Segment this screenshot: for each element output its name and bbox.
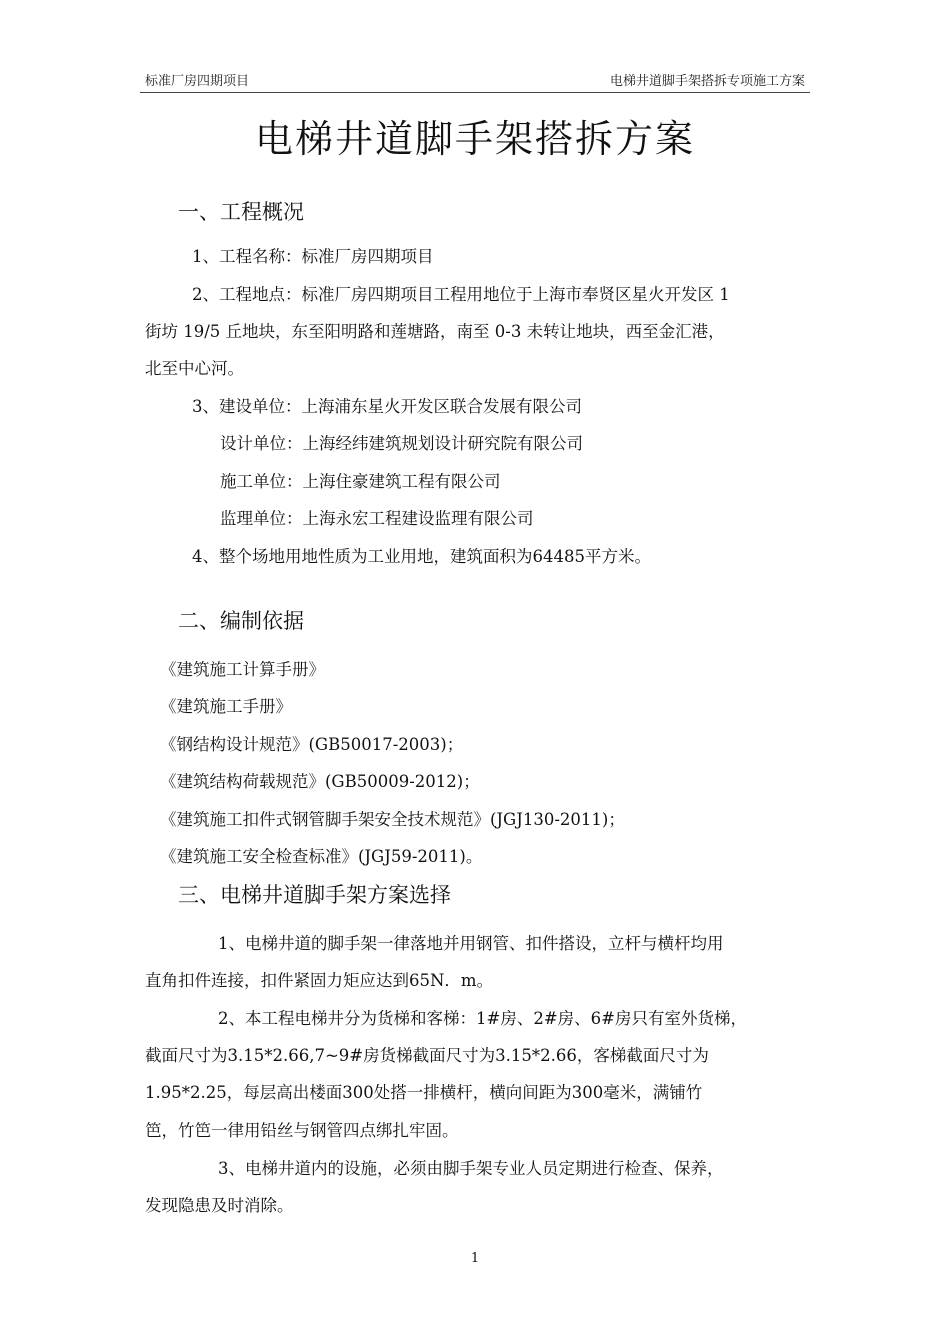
reference-item: 《钢结构设计规范》(GB50017-2003)； bbox=[160, 735, 464, 754]
section-heading-scheme: 三、电梯井道脚手架方案选择 bbox=[178, 883, 451, 907]
reference-item: 《建筑施工手册》 bbox=[160, 697, 292, 716]
project-location-line-2: 街坊 19/5 丘地块，东至阳明路和莲塘路，南至 0-3 未转让地块，西至金汇港， bbox=[145, 322, 725, 341]
scheme-paragraph-2-line-1: 2、本工程电梯井分为货梯和客梯：1#房、2#房、6#房只有室外货梯， bbox=[218, 1009, 747, 1028]
designer-line: 设计单位：上海经纬建筑规划设计研究院有限公司 bbox=[220, 434, 583, 453]
header-divider bbox=[140, 92, 810, 93]
reference-item: 《建筑施工扣件式钢管脚手架安全技术规范》(JGJ130-2011)； bbox=[160, 810, 625, 829]
scheme-paragraph-1-line-1: 1、电梯井道的脚手架一律落地并用钢管、扣件搭设，立杆与横杆均用 bbox=[218, 934, 724, 953]
header-project-name: 标准厂房四期项目 bbox=[145, 74, 250, 89]
header-document-name: 电梯井道脚手架搭拆专项施工方案 bbox=[609, 74, 805, 89]
document-title: 电梯井道脚手架搭拆方案 bbox=[254, 117, 695, 161]
scheme-paragraph-3-line-1: 3、电梯井道内的设施，必须由脚手架专业人员定期进行检查、保养， bbox=[218, 1159, 724, 1178]
section-heading-basis: 二、编制依据 bbox=[178, 609, 304, 633]
scheme-paragraph-2-line-2: 截面尺寸为3.15*2.66,7~9#房货梯截面尺寸为3.15*2.66，客梯截面尺寸为 bbox=[145, 1046, 709, 1065]
reference-item: 《建筑施工计算手册》 bbox=[160, 660, 325, 679]
reference-item: 《建筑施工安全检查标准》(JGJ59-2011)。 bbox=[160, 847, 483, 866]
section-heading-overview: 一、工程概况 bbox=[178, 200, 304, 224]
supervisor-line: 监理单位：上海永宏工程建设监理有限公司 bbox=[220, 509, 534, 528]
project-location-line-3: 北至中心河。 bbox=[145, 359, 244, 378]
reference-item: 《建筑结构荷载规范》(GB50009-2012)； bbox=[160, 772, 480, 791]
scheme-paragraph-3-line-2: 发现隐患及时消除。 bbox=[145, 1196, 294, 1215]
page-number: 1 bbox=[470, 1251, 480, 1266]
scheme-paragraph-1-line-2: 直角扣件连接，扣件紧固力矩应达到65N．m。 bbox=[145, 971, 494, 990]
contractor-line: 施工单位：上海住豪建筑工程有限公司 bbox=[220, 472, 501, 491]
project-location-line-1: 2、工程地点：标准厂房四期项目工程用地位于上海市奉贤区星火开发区 1 bbox=[192, 285, 730, 304]
scheme-paragraph-2-line-3: 1.95*2.25，每层高出楼面300处搭一排横杆，横向间距为300毫米，满铺竹 bbox=[145, 1083, 703, 1102]
scheme-paragraph-2-line-4: 笆，竹笆一律用铅丝与钢管四点绑扎牢固。 bbox=[145, 1121, 459, 1140]
site-area-line: 4、整个场地用地性质为工业用地，建筑面积为64485平方米。 bbox=[192, 547, 651, 566]
developer-line: 3、建设单位：上海浦东星火开发区联合发展有限公司 bbox=[192, 397, 582, 416]
project-name-line: 1、工程名称：标准厂房四期项目 bbox=[192, 247, 434, 266]
